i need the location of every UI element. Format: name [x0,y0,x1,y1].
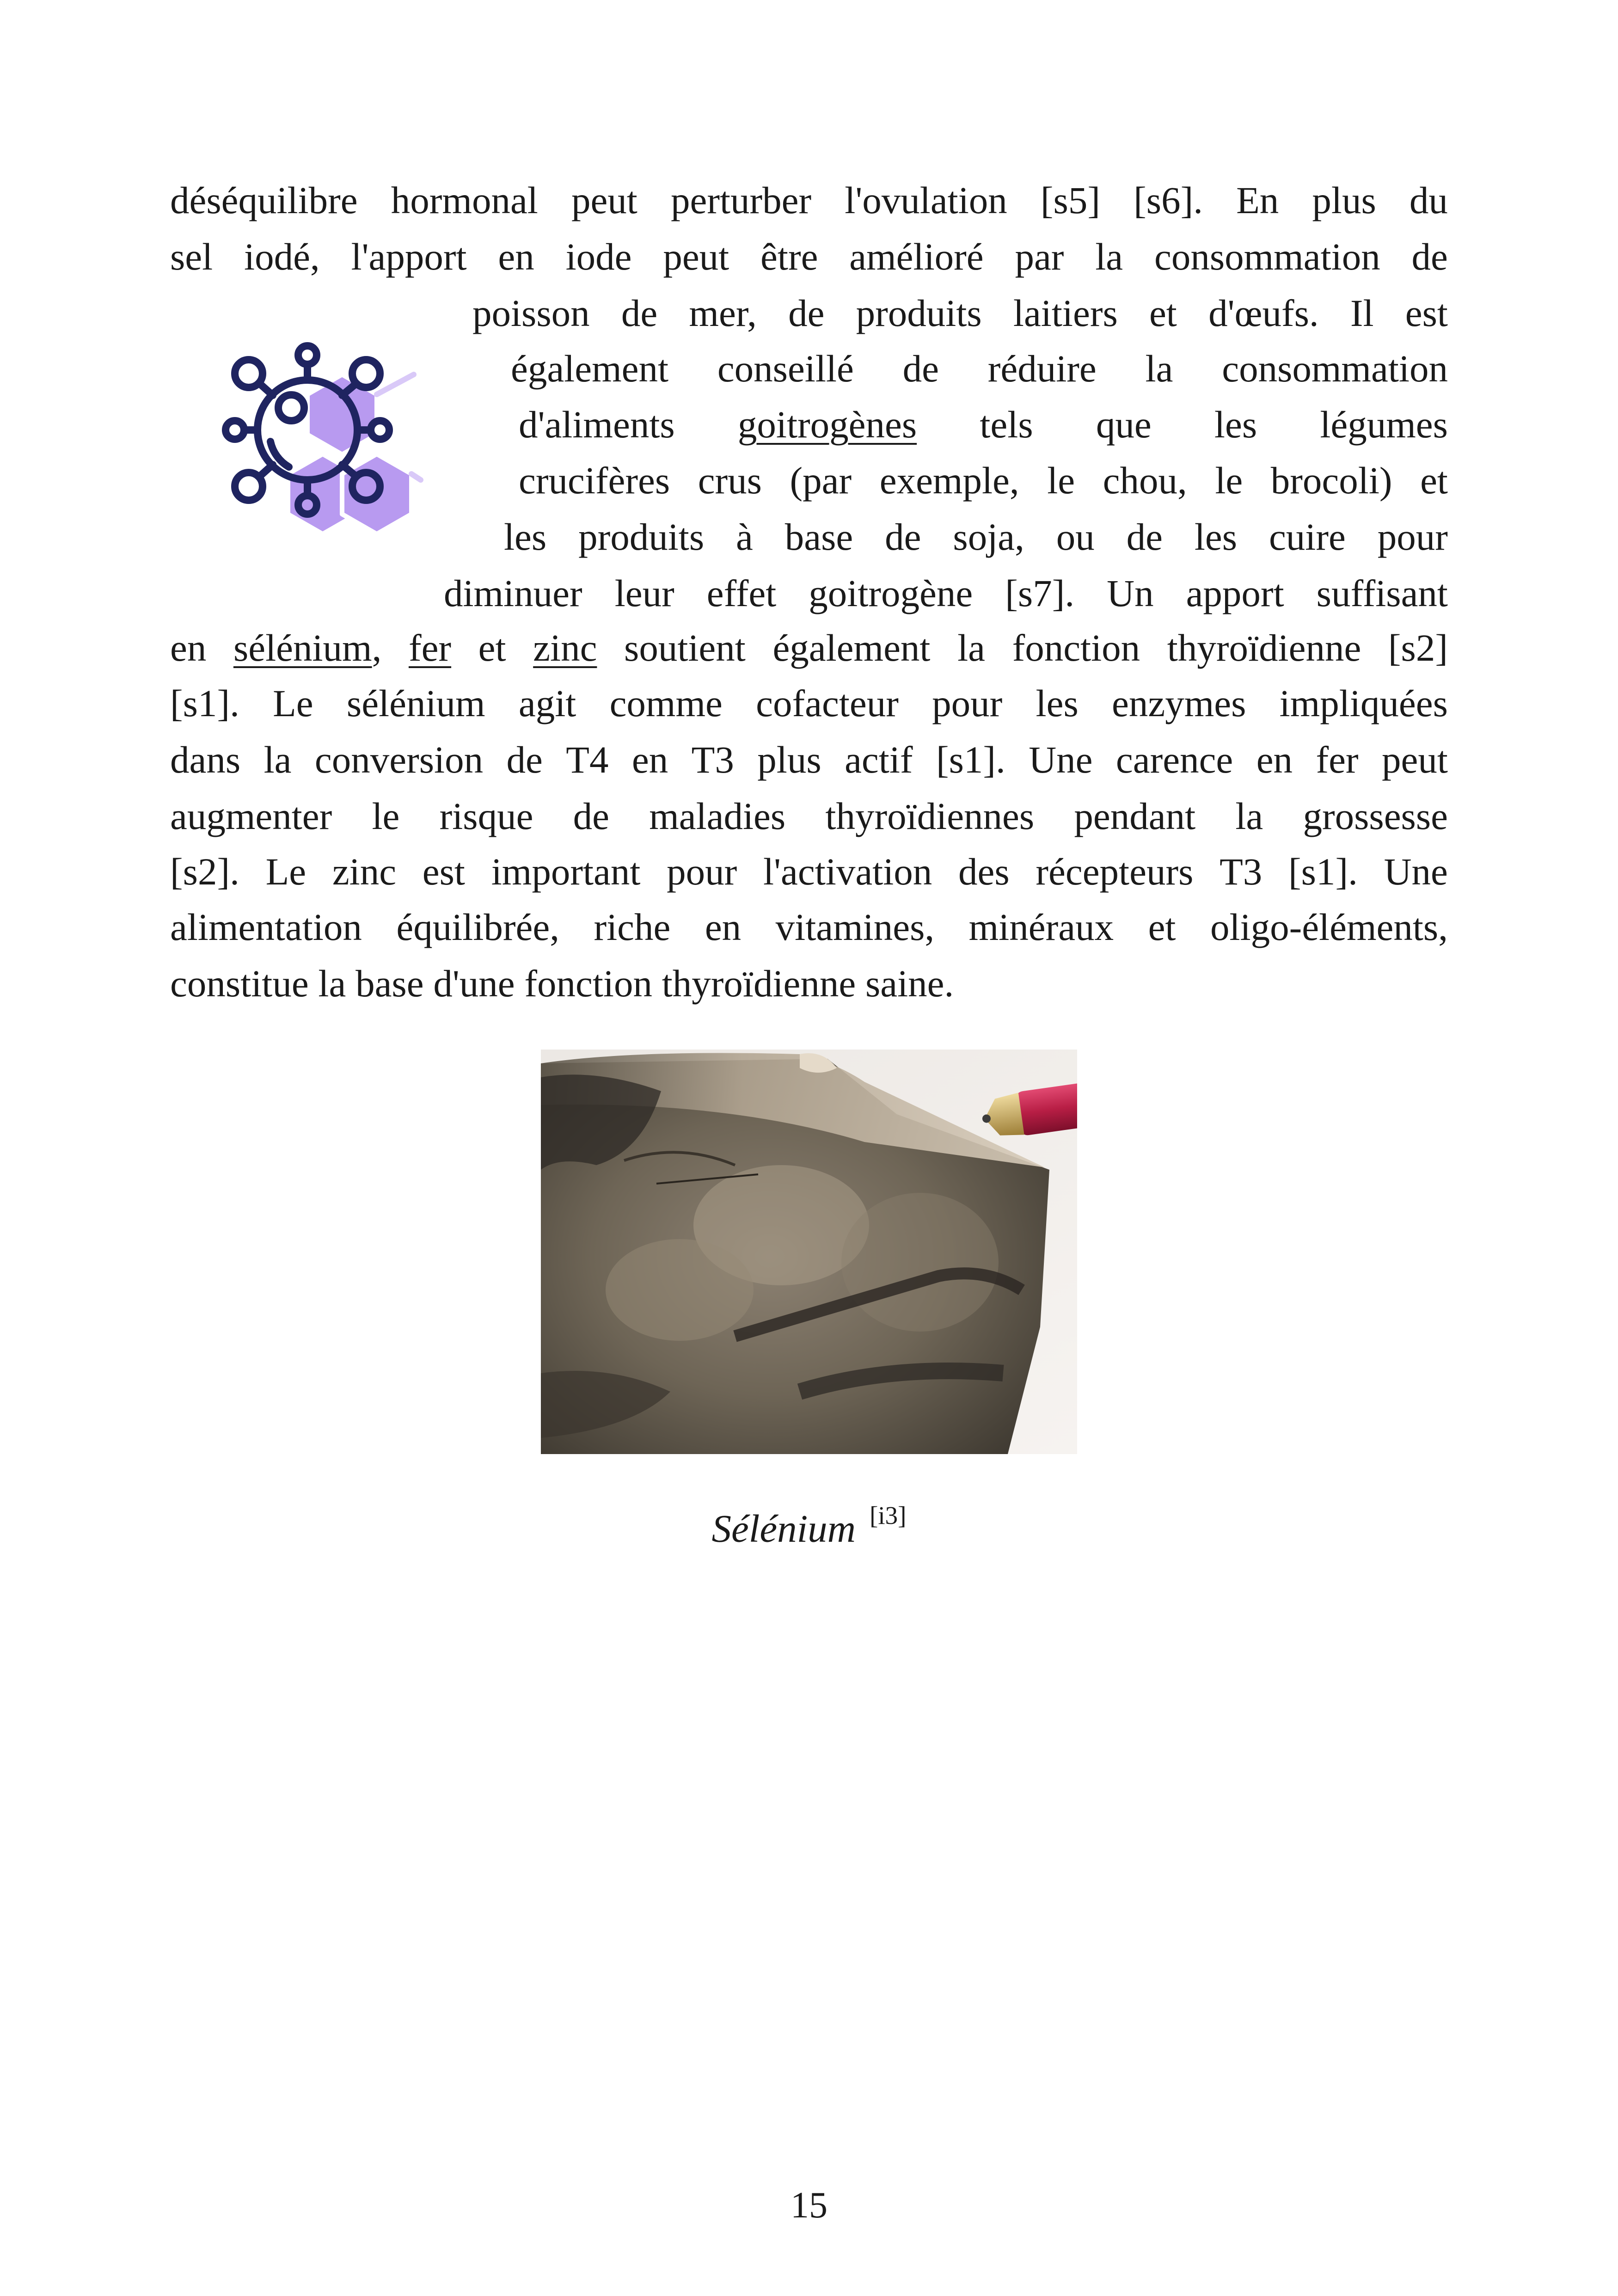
word: amélioré [849,235,984,278]
word: être [760,235,818,278]
word: comme [609,682,723,724]
word: le [1215,459,1243,502]
word: perturber [670,179,812,221]
text-line [170,181,1448,220]
word: [s5] [1040,179,1101,221]
text-line [170,626,1448,669]
word: Une [1029,738,1093,781]
word: pour [932,682,1003,724]
word: crucifères [519,459,670,502]
word: cuire [1269,516,1346,558]
word: mer, [689,292,757,334]
word: (par [790,459,852,502]
zinc-link[interactable]: zinc [533,626,597,669]
word: fer [1316,738,1359,781]
word: T3 [691,738,734,781]
word: peut [1382,738,1448,781]
word: [s7]. [1005,572,1075,614]
word: sel [170,235,213,278]
word: est [1405,292,1448,334]
word: en [705,906,742,948]
word: à [736,516,753,558]
word: zinc [332,850,397,893]
figure-caption [0,1503,1618,1549]
word: d'œufs. [1208,292,1319,334]
word: la [1235,795,1263,837]
text-line [519,405,1448,444]
word: [s6]. [1134,179,1203,221]
word: la [957,626,985,669]
text-line [170,235,1448,278]
word: suffisant [1316,572,1448,614]
word: augmenter [170,795,332,837]
word: exemple, [879,459,1019,502]
word: la [1145,347,1173,390]
word: l'ovulation [845,179,1007,221]
word [408,626,452,669]
word: leur [614,572,674,614]
word: les [1214,403,1257,446]
word: que [1096,403,1152,446]
word: pour [667,850,737,893]
word: fonction [1012,626,1140,669]
word: diminuer [444,572,582,614]
word: Le [265,850,306,893]
word: les [1194,516,1238,558]
text-line [170,684,1448,723]
word: produits [856,292,982,334]
caption-reference: [i3] [870,1501,907,1529]
word: de [1411,235,1448,278]
word: pendant [1074,795,1196,837]
word: les [1036,682,1079,724]
word: Un [1107,572,1154,614]
text-line [472,294,1448,332]
word: en [498,235,534,278]
word: ou [1056,516,1095,558]
word: vitamines, [775,906,935,948]
word: hormonal [391,179,538,221]
word: est [422,850,465,893]
word: l'apport [351,235,467,278]
word: de [621,292,658,334]
text-line [444,574,1448,613]
word: base [355,962,424,1005]
word: les [504,516,547,558]
word: pour [1377,516,1448,558]
word: carence [1115,738,1233,781]
word: déséquilibre [170,179,358,221]
word: thyroïdienne [662,962,856,1005]
word: [s1]. [1288,850,1358,893]
word: par [1015,235,1064,278]
word: conseillé [717,347,854,390]
word: produits [578,516,705,558]
word: iode [565,235,632,278]
word: T3 [1220,850,1263,893]
word: cofacteur [756,682,899,724]
word: agit [518,682,576,724]
word: impliquées [1279,682,1448,724]
word: la [264,738,292,781]
word: de [788,292,825,334]
text-line [170,738,1448,781]
word: consommation [1222,347,1448,390]
word: du [1409,179,1448,221]
word: alimentation [170,906,362,948]
word: [s1]. [170,682,239,724]
word: réduire [987,347,1097,390]
word: thyroïdienne [1167,626,1361,669]
selenium-rock-photo [541,1050,1077,1454]
word: oligo-éléments, [1210,906,1448,948]
word: le [372,795,400,837]
word: actif [845,738,913,781]
word: dans [170,738,241,781]
word: [s2] [1388,626,1448,669]
word: consommation [1154,235,1380,278]
word: de [885,516,921,558]
word: Il [1350,292,1374,334]
text-line [170,850,1448,893]
word: poisson [472,292,590,334]
word: chou, [1103,459,1187,502]
text-line [170,964,954,1003]
word: l'activation [763,850,932,893]
selenium-link[interactable]: sélénium [233,626,372,669]
word: conversion [314,738,484,781]
word: goitrogène [809,572,973,614]
word: effet [706,572,777,614]
molecule-hexagon-icon [217,333,435,555]
word: apport [1186,572,1284,614]
goitrogenes-link[interactable]: goitrogènes [737,403,917,446]
word: maladies [649,795,786,837]
word: et [1148,906,1176,948]
word: plus [757,738,821,781]
word: soutient [624,626,746,669]
fer-link[interactable]: fer [408,626,452,669]
word: iodé, [244,235,320,278]
word: de [506,738,543,781]
word: Le [273,682,313,724]
word: d'une [433,962,515,1005]
word: fonction [524,962,652,1005]
word: récepteurs [1036,850,1194,893]
word: plus [1312,179,1376,221]
text-line [519,461,1448,500]
word: la [1095,235,1123,278]
text-line [170,797,1448,835]
word: Une [1384,850,1448,893]
word: En [1236,179,1279,221]
caption-text: Sélénium [711,1507,856,1551]
word: légumes [1320,403,1448,446]
word: [s1]. [936,738,1005,781]
word: peut [663,235,729,278]
word: saine. [865,962,954,1005]
word [738,405,917,444]
word: de [1126,516,1163,558]
word: également [772,626,931,669]
word: et [1149,292,1177,334]
page-number: 15 [791,2185,827,2226]
word: et [1420,459,1448,502]
word: en [170,626,207,669]
word: riche [594,906,671,948]
word: équilibrée, [396,906,559,948]
word: grossesse [1303,795,1448,837]
word: tels [980,403,1033,446]
word: de [902,347,939,390]
word: constitue [170,962,309,1005]
word: le [1047,459,1075,502]
word: brocoli) [1270,459,1392,502]
word: également [511,347,669,390]
word: risque [439,795,533,837]
word: important [491,850,641,893]
word: laitiers [1013,292,1118,334]
text-line [170,908,1448,946]
word: et [478,626,506,669]
word: crus [698,459,762,502]
word: en [1256,738,1293,781]
word: sélénium, [233,626,382,669]
word: des [958,850,1010,893]
word: sélénium [346,682,485,724]
word: en [631,738,668,781]
text-line [511,347,1448,390]
word: minéraux [968,906,1114,948]
text-line [504,518,1448,556]
word: thyroïdiennes [825,795,1035,837]
word: la [318,962,346,1005]
word [533,626,597,669]
word: d'aliments [519,403,675,446]
word: soja, [953,516,1024,558]
word: peut [571,179,637,221]
word: [s2]. [170,850,239,893]
word: enzymes [1112,682,1246,724]
word: base [784,516,853,558]
word: de [573,795,609,837]
word: T4 [566,738,609,781]
